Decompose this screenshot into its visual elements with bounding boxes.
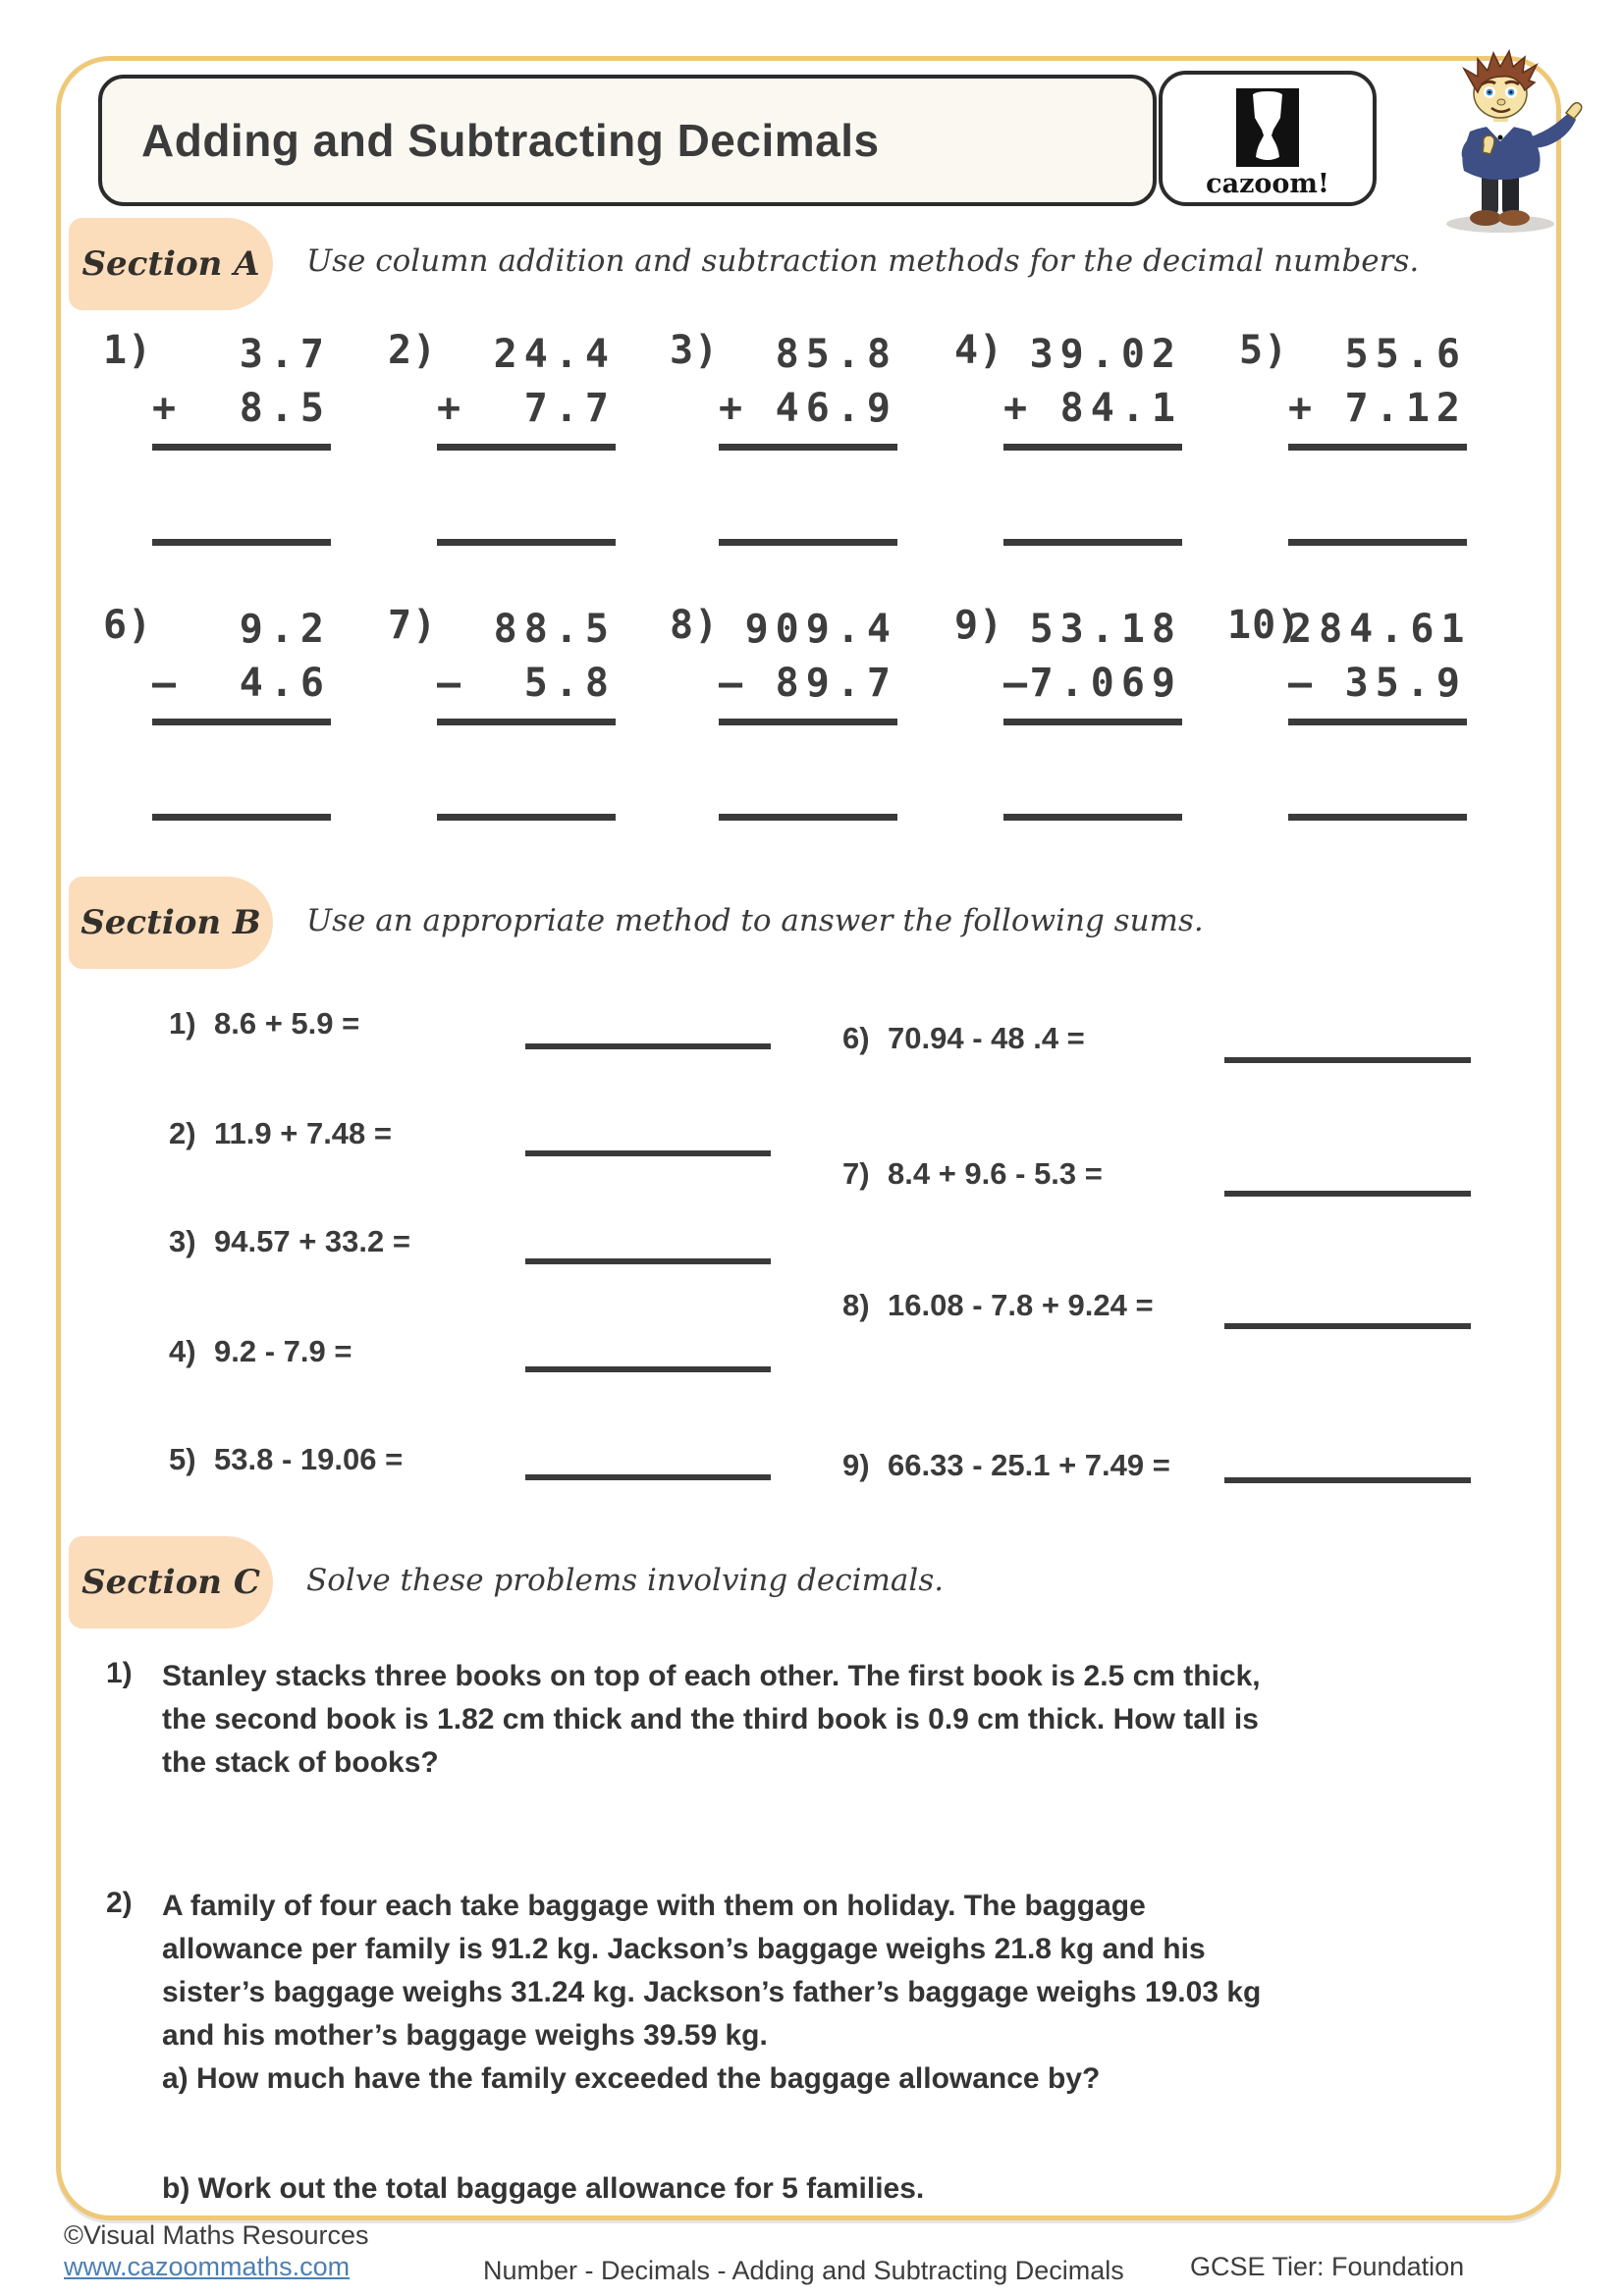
sum-item-6 xyxy=(842,1021,1085,1056)
difference-line xyxy=(437,719,616,725)
sum-line xyxy=(1288,444,1467,451)
item-number: 5) xyxy=(169,1442,196,1476)
difference-line xyxy=(719,719,897,725)
word-problem-1-line: the second book is 1.82 cm thick and the third book is 0.9 cm thick. How tall is xyxy=(162,1703,1259,1735)
sum-item-8 xyxy=(842,1288,1154,1323)
difference-line xyxy=(1003,719,1182,725)
bottom-operand: 84.1 xyxy=(1059,386,1182,431)
section-c-instruction: Solve these problems involving decimals. xyxy=(306,1563,945,1598)
answer-line xyxy=(437,539,616,546)
expression: 9.2 - 7.9 = xyxy=(214,1334,352,1368)
operator: – xyxy=(437,661,461,706)
expression: 8.6 + 5.9 = xyxy=(214,1006,360,1041)
sum-item-1 xyxy=(169,1006,359,1041)
answer-line xyxy=(152,814,331,821)
item-number: 8) xyxy=(842,1288,870,1322)
sum-item-2 xyxy=(169,1116,392,1151)
answer-line xyxy=(152,539,331,546)
top-operand: 85.8 xyxy=(775,332,897,377)
operator: + xyxy=(1003,386,1028,431)
section-a-label: Section A xyxy=(69,218,273,310)
operator: – xyxy=(1288,661,1313,706)
problem-number: 9) xyxy=(954,603,1004,648)
sum-item-3 xyxy=(169,1224,410,1259)
word-problem-1-line: the stack of books? xyxy=(162,1746,439,1779)
answer-line xyxy=(1224,1057,1471,1063)
word-problem-2-line: allowance per family is 91.2 kg. Jackson’s baggage weighs 21.8 kg and his xyxy=(162,1933,1206,1965)
operator: – xyxy=(719,661,743,706)
bottom-operand: 7.12 xyxy=(1344,386,1467,431)
sum-line xyxy=(437,444,616,451)
cazoom-drum-icon xyxy=(1236,88,1299,167)
footer-website-link[interactable]: www.cazoommaths.com xyxy=(64,2252,351,2281)
top-operand: 24.4 xyxy=(493,332,616,377)
word-problem-2-number: 2) xyxy=(106,1887,133,1919)
item-number: 6) xyxy=(842,1021,870,1055)
item-number: 4) xyxy=(169,1334,196,1368)
answer-line xyxy=(1003,814,1182,821)
operator: + xyxy=(152,386,177,431)
answer-line xyxy=(1224,1477,1471,1483)
problem-number: 3) xyxy=(670,328,720,373)
answer-line xyxy=(525,1258,771,1264)
answer-line xyxy=(525,1043,771,1049)
word-problem-2-part-a: a) How much have the family exceeded the baggage allowance by? xyxy=(162,2062,1101,2095)
operator: – xyxy=(152,661,177,706)
item-number: 7) xyxy=(842,1156,870,1191)
word-problem-1-line: Stanley stacks three books on top of each other. The first book is 2.5 cm thick, xyxy=(162,1660,1261,1692)
section-a-instruction: Use column addition and subtraction methods for the decimal numbers. xyxy=(306,243,1420,279)
answer-line xyxy=(1003,539,1182,546)
operator: + xyxy=(437,386,461,431)
answer-line xyxy=(1288,814,1467,821)
footer-topic: Number - Decimals - Adding and Subtracting Decimals xyxy=(483,2256,1124,2285)
title-box xyxy=(98,75,1157,206)
bottom-operand: 7.069 xyxy=(1029,661,1182,706)
expression: 53.8 - 19.06 = xyxy=(214,1442,404,1476)
item-number: 9) xyxy=(842,1448,870,1482)
expression: 70.94 - 48 .4 = xyxy=(888,1021,1085,1055)
sum-item-4 xyxy=(169,1334,352,1369)
word-problem-2-line: and his mother’s baggage weighs 39.59 kg. xyxy=(162,2019,768,2052)
bottom-operand: 4.6 xyxy=(239,661,331,706)
sum-line xyxy=(152,444,331,451)
page-title: Adding and Subtracting Decimals xyxy=(141,115,880,166)
word-problem-1-number: 1) xyxy=(106,1657,133,1689)
problem-number: 4) xyxy=(954,328,1004,373)
sum-item-5 xyxy=(169,1442,403,1477)
problem-number: 10) xyxy=(1227,603,1302,648)
top-operand: 909.4 xyxy=(744,607,897,652)
section-c-label: Section C xyxy=(69,1536,273,1629)
expression: 94.57 + 33.2 = xyxy=(214,1224,410,1258)
answer-line xyxy=(719,814,897,821)
sum-line xyxy=(1003,444,1182,451)
difference-line xyxy=(1288,719,1467,725)
expression: 11.9 + 7.48 = xyxy=(214,1116,393,1150)
top-operand: 53.18 xyxy=(1029,607,1182,652)
sum-item-7 xyxy=(842,1156,1103,1192)
operator: – xyxy=(1003,661,1028,706)
expression: 16.08 - 7.8 + 9.24 = xyxy=(888,1288,1154,1322)
word-problem-2-part-b: b) Work out the total baggage allowance for 5 families. xyxy=(162,2172,925,2205)
top-operand: 55.6 xyxy=(1344,332,1467,377)
answer-line xyxy=(525,1474,771,1480)
cazoom-logo-word: cazoom! xyxy=(1206,169,1329,199)
difference-line xyxy=(152,719,331,725)
expression: 66.33 - 25.1 + 7.49 = xyxy=(888,1448,1170,1482)
operator: + xyxy=(719,386,743,431)
item-number: 3) xyxy=(169,1224,196,1258)
sum-item-9 xyxy=(842,1448,1170,1483)
problem-number: 1) xyxy=(103,328,153,373)
footer-tier: GCSE Tier: Foundation xyxy=(1190,2252,1465,2281)
sum-line xyxy=(719,444,897,451)
answer-line xyxy=(525,1366,771,1372)
answer-line xyxy=(719,539,897,546)
bottom-operand: 5.8 xyxy=(523,661,616,706)
problem-number: 6) xyxy=(103,603,153,648)
mascot-boy-illustration xyxy=(1399,47,1605,236)
section-b-instruction: Use an appropriate method to answer the following sums. xyxy=(306,903,1204,938)
bottom-operand: 46.9 xyxy=(775,386,897,431)
problem-number: 7) xyxy=(388,603,438,648)
footer-credit: ©Visual Maths Resources xyxy=(64,2220,369,2250)
answer-line xyxy=(1288,539,1467,546)
problem-number: 2) xyxy=(388,328,438,373)
cazoom-logo-box xyxy=(1159,71,1377,206)
top-operand: 39.02 xyxy=(1029,332,1182,377)
top-operand: 88.5 xyxy=(493,607,616,652)
answer-line xyxy=(437,814,616,821)
section-b-label: Section B xyxy=(69,877,273,969)
word-problem-2-line: sister’s baggage weighs 31.24 kg. Jackson’s father’s baggage weighs 19.03 kg xyxy=(162,1976,1262,2008)
operator: + xyxy=(1288,386,1313,431)
expression: 8.4 + 9.6 - 5.3 = xyxy=(888,1156,1103,1191)
top-operand: 9.2 xyxy=(239,607,331,652)
bottom-operand: 7.7 xyxy=(523,386,616,431)
problem-number: 5) xyxy=(1239,328,1289,373)
item-number: 1) xyxy=(169,1006,196,1041)
top-operand: 284.61 xyxy=(1288,607,1472,652)
bottom-operand: 35.9 xyxy=(1344,661,1467,706)
item-number: 2) xyxy=(169,1116,196,1150)
top-operand: 3.7 xyxy=(239,332,331,377)
answer-line xyxy=(1224,1323,1471,1329)
answer-line xyxy=(1224,1191,1471,1197)
answer-line xyxy=(525,1150,771,1156)
word-problem-2-line: A family of four each take baggage with them on holiday. The baggage xyxy=(162,1890,1146,1922)
bottom-operand: 8.5 xyxy=(239,386,331,431)
problem-number: 8) xyxy=(670,603,720,648)
bottom-operand: 89.7 xyxy=(775,661,897,706)
